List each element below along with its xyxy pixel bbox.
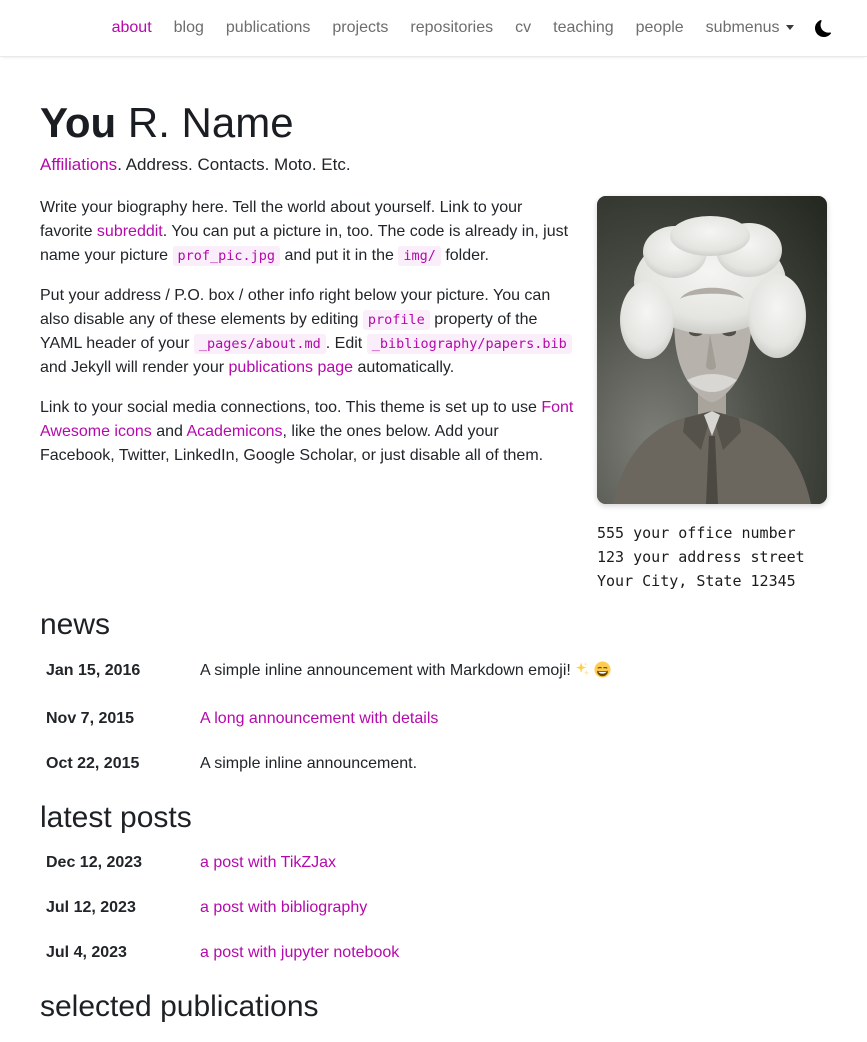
bio-text: Put your address / P.O. box / other info right below your picture. You can also disable any of these elements by editing	[40, 287, 551, 329]
bio-text: and Jekyll will render your	[40, 359, 229, 377]
biography-section	[40, 196, 827, 591]
academicons-link[interactable]: Academicons	[186, 423, 283, 441]
nav-item-people[interactable]: people	[635, 19, 684, 36]
news-date: Nov 7, 2015	[46, 710, 135, 728]
page-header	[40, 57, 827, 175]
bio-text: automatically.	[353, 359, 455, 377]
news-text: A simple inline announcement.	[200, 755, 418, 773]
post-item	[40, 944, 827, 962]
address-line: 123 your address street	[597, 548, 805, 567]
post-date: Jul 4, 2023	[46, 944, 127, 962]
bio-text: folder.	[440, 247, 489, 265]
code-span-prof-pic: prof_pic.jpg	[173, 246, 281, 266]
subreddit-link[interactable]: subreddit	[96, 223, 163, 241]
code-span-papers-bib: _bibliography/papers.bib	[367, 334, 572, 354]
news-section	[40, 607, 827, 773]
dark-mode-toggle[interactable]	[815, 20, 834, 37]
selected-publications-section	[40, 989, 827, 1025]
navbar	[0, 0, 867, 57]
post-link-tikzjax[interactable]: a post with TikZJax	[200, 854, 337, 872]
post-item	[40, 854, 827, 872]
post-item	[40, 899, 827, 917]
news-text: A simple inline announcement with Markdown emoji!	[200, 661, 827, 683]
nav-item-cv[interactable]: cv	[515, 19, 532, 36]
post-date: Dec 12, 2023	[46, 854, 143, 872]
post-link-jupyter[interactable]: a post with jupyter notebook	[200, 944, 400, 962]
nav-links	[101, 19, 834, 37]
nav-item-teaching[interactable]: teaching	[553, 19, 614, 36]
last-name: R. Name	[127, 99, 294, 146]
bio-text: Link to your social media connections, too. This theme is set up to use	[40, 399, 542, 417]
chevron-down-icon	[786, 25, 794, 30]
affiliations-link[interactable]: Affiliations	[40, 155, 118, 175]
code-span-about-md: _pages/about.md	[194, 334, 326, 354]
bio-text: property of the YAML header of your	[40, 311, 538, 353]
nav-item-projects[interactable]: projects	[332, 19, 389, 36]
nav-item-repositories[interactable]: repositories	[410, 19, 494, 36]
address-line: 555 your office number	[597, 524, 796, 543]
bio-text: . You can put a picture in, too. The code is already in, just name your picture	[40, 223, 569, 265]
bio-text: Write your biography here. Tell the world about yourself. Link to your favorite	[40, 199, 523, 241]
section-title-latest-posts: latest posts	[40, 801, 192, 835]
bio-text: , like the ones below. Add your Facebook, Twitter, LinkedIn, Google Scholar, or just disable all of them.	[40, 423, 544, 465]
news-item	[40, 661, 827, 683]
font-awesome-link[interactable]: Font Awesome icons	[40, 399, 574, 441]
grinning-face-emoji	[594, 661, 611, 683]
section-title-selected-publications: selected publications	[40, 990, 319, 1024]
first-name: You	[40, 99, 117, 146]
code-span-profile: profile	[363, 310, 430, 330]
bio-text: . Edit	[325, 335, 367, 353]
announcement-link[interactable]: A long announcement with details	[200, 710, 439, 728]
news-date: Oct 22, 2015	[46, 755, 140, 773]
bio-text: and	[151, 423, 187, 441]
description-text: . Address. Contacts. Moto. Etc.	[117, 155, 351, 175]
page-title	[40, 98, 827, 148]
description	[40, 155, 827, 175]
nav-item-blog[interactable]: blog	[173, 19, 204, 36]
nav-item-submenus-dropdown[interactable]: submenus	[695, 19, 805, 37]
section-title-news: news	[40, 608, 111, 642]
news-item	[40, 755, 827, 773]
news-item	[40, 710, 827, 728]
sparkles-emoji	[574, 661, 591, 683]
code-span-img-folder: img/	[398, 246, 441, 266]
nav-item-publications[interactable]: publications	[225, 19, 311, 36]
latest-posts-section	[40, 800, 827, 962]
publications-page-link[interactable]: publications page	[228, 359, 354, 377]
address-block	[597, 521, 827, 593]
bio-text: and put it in the	[280, 247, 399, 265]
profile-card	[597, 196, 827, 593]
post-date: Jul 12, 2023	[46, 899, 136, 917]
post-link-bibliography[interactable]: a post with bibliography	[200, 899, 368, 917]
address-line: Your City, State 12345	[597, 572, 796, 591]
nav-item-about[interactable]: about	[111, 19, 152, 36]
profile-photo	[597, 196, 827, 504]
moon-icon	[815, 20, 832, 37]
news-date: Jan 15, 2016	[46, 662, 141, 680]
